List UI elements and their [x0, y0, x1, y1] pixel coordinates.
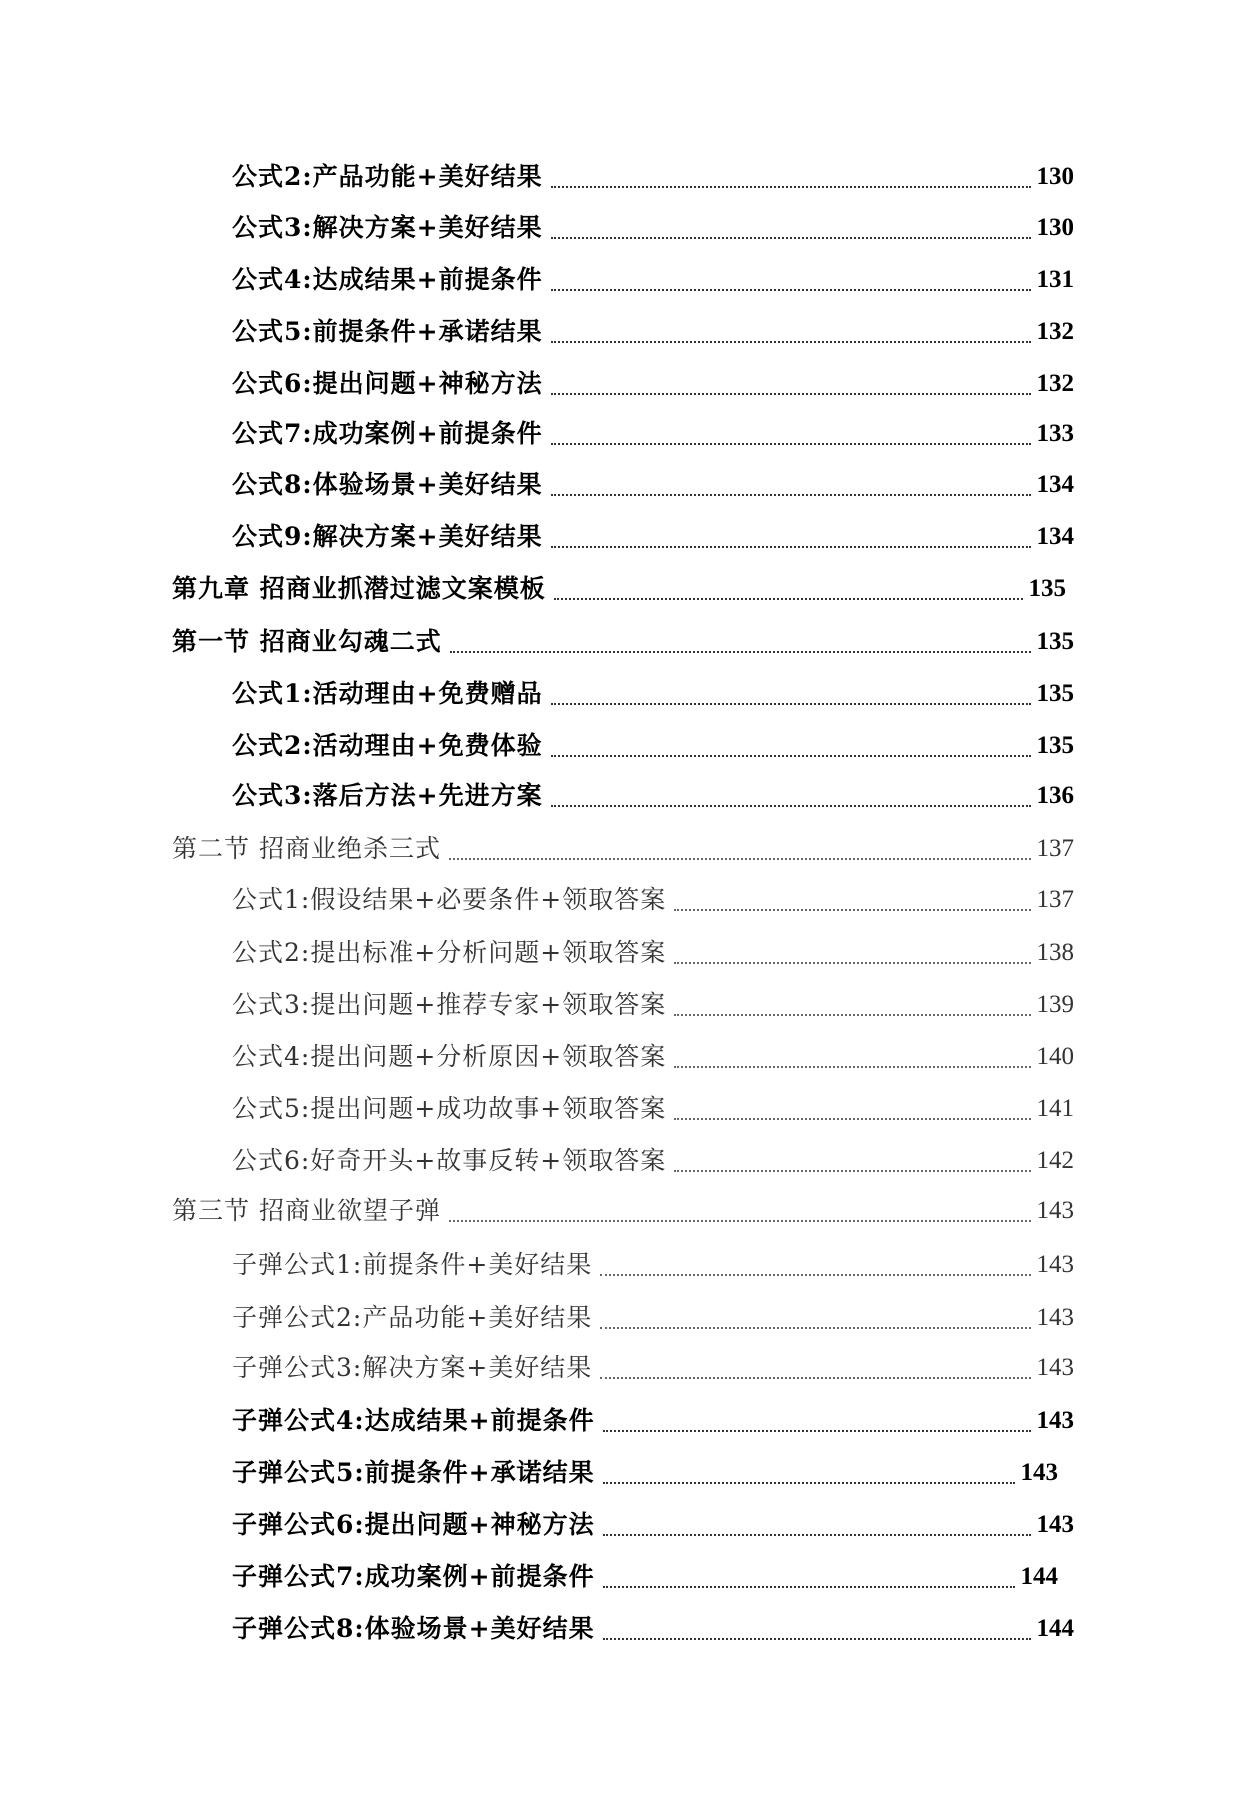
dot-leader	[551, 393, 1031, 395]
toc-entry[interactable]	[232, 257, 1074, 303]
dot-leader	[600, 1327, 1030, 1329]
dot-leader	[600, 1377, 1030, 1379]
toc-entry-title: 子弹公式4:达成结果+前提条件	[232, 1406, 595, 1435]
toc-entry[interactable]	[232, 723, 1074, 769]
dot-leader	[674, 1118, 1030, 1120]
dot-leader	[551, 443, 1031, 445]
toc-entry-title: 公式1:活动理由+免费赠品	[232, 679, 543, 708]
toc-entry-page: 138	[1036, 939, 1074, 966]
toc-entry[interactable]	[232, 1502, 1074, 1548]
toc-entry[interactable]	[232, 1034, 1074, 1080]
toc-entry-title: 第二节 招商业绝杀三式	[172, 834, 441, 863]
toc-entry-section[interactable]	[172, 619, 1074, 665]
dot-leader	[449, 858, 1031, 860]
toc-entry-page: 131	[1036, 266, 1074, 293]
toc-entry-title: 公式5:前提条件+承诺结果	[232, 317, 543, 346]
toc-entry-title: 子弹公式7:成功案例+前提条件	[232, 1562, 595, 1591]
dot-leader	[603, 1534, 1031, 1536]
dot-leader	[603, 1482, 1015, 1484]
toc-entry-title: 公式6:提出问题+神秘方法	[232, 369, 543, 398]
toc-entry-title: 公式1:假设结果+必要条件+领取答案	[232, 885, 667, 914]
toc-entry-chapter[interactable]	[172, 566, 1066, 612]
toc-entry-page: 132	[1036, 370, 1074, 397]
dot-leader	[551, 186, 1031, 188]
toc-entry-title: 子弹公式6:提出问题+神秘方法	[232, 1510, 595, 1539]
toc-entry-title: 第九章 招商业抓潜过滤文案模板	[172, 574, 546, 603]
toc-entry[interactable]	[232, 1398, 1074, 1444]
toc-entry[interactable]	[232, 411, 1074, 457]
toc-entry-page: 143	[1036, 1511, 1074, 1538]
toc-entry-title: 公式2:活动理由+免费体验	[232, 731, 543, 760]
toc-entry-page: 135	[1028, 575, 1066, 602]
toc-entry-page: 130	[1036, 163, 1074, 190]
toc-entry-title: 子弹公式5:前提条件+承诺结果	[232, 1458, 595, 1487]
toc-entry-title: 子弹公式8:体验场景+美好结果	[232, 1614, 595, 1643]
dot-leader	[551, 494, 1031, 496]
toc-entry-page: 135	[1036, 680, 1074, 707]
toc-entry-page: 140	[1036, 1043, 1074, 1070]
toc-entry-title: 公式9:解决方案+美好结果	[232, 522, 543, 551]
toc-entry-title: 第三节 招商业欲望子弹	[172, 1196, 441, 1225]
toc-entry[interactable]	[232, 1295, 1074, 1341]
toc-entry-title: 公式2:产品功能+美好结果	[232, 162, 543, 191]
toc-entry[interactable]	[232, 1450, 1058, 1496]
toc-entry-page: 143	[1036, 1407, 1074, 1434]
toc-entry-title: 子弹公式3:解决方案+美好结果	[232, 1353, 593, 1382]
toc-entry-page: 143	[1020, 1459, 1058, 1486]
toc-entry-title: 公式4:提出问题+分析原因+领取答案	[232, 1042, 667, 1071]
dot-leader	[674, 1170, 1030, 1172]
toc-entry[interactable]	[232, 309, 1074, 355]
toc-entry[interactable]	[232, 1086, 1074, 1132]
toc-entry-title: 公式4:达成结果+前提条件	[232, 265, 543, 294]
toc-entry-page: 143	[1036, 1197, 1074, 1224]
toc-entry-title: 子弹公式1:前提条件+美好结果	[232, 1250, 593, 1279]
dot-leader	[554, 598, 1023, 600]
toc-entry-page: 137	[1036, 886, 1074, 913]
dot-leader	[603, 1638, 1031, 1640]
toc-entry[interactable]	[232, 1554, 1058, 1600]
toc-entry-title: 第一节 招商业勾魂二式	[172, 627, 442, 656]
toc-entry[interactable]	[232, 1138, 1074, 1184]
dot-leader	[551, 755, 1031, 757]
toc-entry-title: 公式6:好奇开头+故事反转+领取答案	[232, 1146, 667, 1175]
toc-entry[interactable]	[232, 205, 1074, 251]
toc-entry-page: 134	[1036, 523, 1074, 550]
toc-entry-title: 公式2:提出标准+分析问题+领取答案	[232, 938, 667, 967]
dot-leader	[450, 651, 1031, 653]
toc-entry-title: 公式5:提出问题+成功故事+领取答案	[232, 1094, 667, 1123]
toc-entry-page: 133	[1036, 420, 1074, 447]
toc-entry[interactable]	[232, 462, 1074, 508]
toc-entry[interactable]	[232, 877, 1074, 923]
toc-entry-page: 144	[1020, 1563, 1058, 1590]
dot-leader	[551, 237, 1031, 239]
toc-entry-page: 135	[1036, 628, 1074, 655]
toc-entry-page: 134	[1036, 471, 1074, 498]
toc-entry-section[interactable]	[172, 826, 1074, 872]
dot-leader	[674, 1066, 1030, 1068]
dot-leader	[551, 289, 1031, 291]
toc-entry[interactable]	[232, 361, 1074, 407]
dot-leader	[674, 1014, 1030, 1016]
toc-entry[interactable]	[232, 671, 1074, 717]
toc-entry[interactable]	[232, 1345, 1074, 1391]
dot-leader	[551, 805, 1031, 807]
toc-entry-page: 143	[1036, 1354, 1074, 1381]
dot-leader	[551, 341, 1031, 343]
toc-entry-page: 141	[1036, 1095, 1074, 1122]
dot-leader	[551, 546, 1031, 548]
toc-entry-section[interactable]	[172, 1188, 1074, 1234]
toc-entry[interactable]	[232, 930, 1074, 976]
toc-entry-page: 139	[1036, 991, 1074, 1018]
toc-entry[interactable]	[232, 1242, 1074, 1288]
toc-entry[interactable]	[232, 1606, 1074, 1652]
dot-leader	[603, 1586, 1015, 1588]
toc-entry-page: 144	[1036, 1615, 1074, 1642]
dot-leader	[551, 703, 1031, 705]
toc-entry-page: 143	[1036, 1251, 1074, 1278]
toc-entry-page: 132	[1036, 318, 1074, 345]
dot-leader	[449, 1220, 1031, 1222]
toc-entry-page: 137	[1036, 835, 1074, 862]
toc-entry-title: 公式3:提出问题+推荐专家+领取答案	[232, 990, 667, 1019]
toc-entry-title: 子弹公式2:产品功能+美好结果	[232, 1303, 593, 1332]
toc-entry-page: 143	[1036, 1304, 1074, 1331]
toc-entry[interactable]	[232, 514, 1074, 560]
toc-entry-title: 公式3:落后方法+先进方案	[232, 781, 543, 810]
toc-entry-page: 135	[1036, 732, 1074, 759]
toc-entry-title: 公式3:解决方案+美好结果	[232, 213, 543, 242]
toc-entry[interactable]	[232, 154, 1074, 200]
toc-entry-title: 公式7:成功案例+前提条件	[232, 419, 543, 448]
dot-leader	[674, 962, 1030, 964]
toc-entry-page: 136	[1036, 782, 1074, 809]
toc-entry[interactable]	[232, 982, 1074, 1028]
toc-entry[interactable]	[232, 773, 1074, 819]
dot-leader	[600, 1274, 1030, 1276]
toc-entry-page: 142	[1036, 1147, 1074, 1174]
dot-leader	[674, 909, 1030, 911]
toc-entry-page: 130	[1036, 214, 1074, 241]
dot-leader	[603, 1430, 1031, 1432]
toc-entry-title: 公式8:体验场景+美好结果	[232, 470, 543, 499]
